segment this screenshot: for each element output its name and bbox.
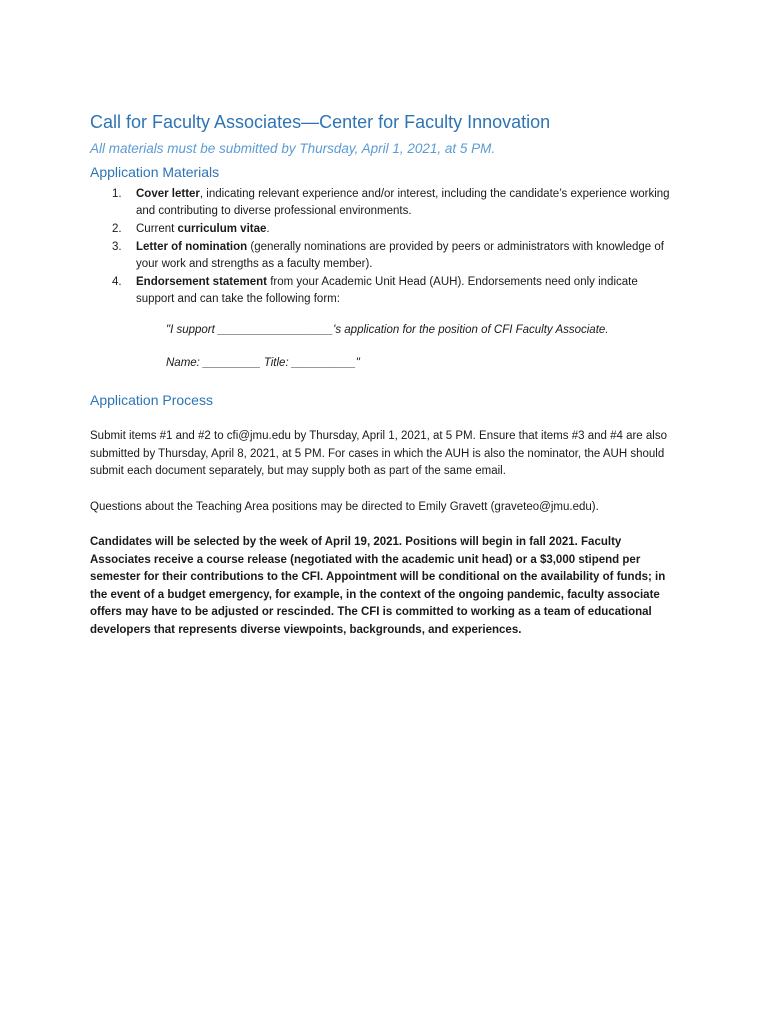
- materials-list: [90, 186, 670, 308]
- selection-details-paragraph: Candidates will be selected by the week of April 19, 2021. Positions will begin in fall 2021. Faculty Associates receive a course release (negotiated with the academic unit head) or a $3,000 stipend per semester for their contributions to the CFI. Appointment will be conditional on the availability of funds; in the event of a budget emergency, for example, in the context of the ongoing pandemic, faculty associate offers may have to be adjusted or rescinded. The CFI is committed to working as a team of educational developers that represents diverse viewpoints, backgrounds, and experiences.: [90, 536, 666, 636]
- application-process-heading: Application Process: [90, 392, 213, 408]
- list-item-prefix: Current: [136, 223, 178, 235]
- list-item-bold: Letter of nomination: [136, 241, 248, 253]
- list-item-text: (generally nominations are provided by peers or administrators with knowledge of your work and strengths as a faculty member).: [136, 241, 664, 270]
- document-title: Call for Faculty Associates—Center for Faculty Innovation: [90, 112, 551, 132]
- list-item-number: 4.: [112, 276, 122, 288]
- application-materials-heading: Application Materials: [90, 164, 220, 180]
- list-item-text: from your Academic Unit Head (AUH). Endorsements need only indicate support and can take the following form:: [136, 276, 638, 305]
- list-item-bold: Endorsement statement: [136, 276, 268, 288]
- document-content: [90, 110, 670, 639]
- list-item: [90, 186, 670, 220]
- list-item: [90, 239, 670, 273]
- list-item: [90, 274, 670, 308]
- list-item-number: 1.: [112, 188, 122, 200]
- list-item-text: , indicating relevant experience and/or interest, including the candidate’s experience working and contributing to diverse professional environments.: [136, 188, 670, 217]
- list-item-text: .: [266, 223, 270, 235]
- endorsement-form-line-support: "I support __________________'s application for the position of CFI Faculty Associate.: [166, 324, 609, 336]
- questions-contact-paragraph: Questions about the Teaching Area positions may be directed to Emily Gravett (graveteo@jmu.edu).: [90, 500, 599, 513]
- list-item-bold: curriculum vitae: [177, 223, 267, 235]
- list-item-bold: Cover letter: [136, 188, 200, 200]
- deadline-subtitle: All materials must be submitted by Thursday, April 1, 2021, at 5 PM.: [90, 141, 496, 156]
- list-item: [90, 221, 670, 238]
- list-item-number: 2.: [112, 223, 122, 235]
- endorsement-form-line-name-title: Name: _________ Title: __________": [166, 357, 360, 369]
- list-item-number: 3.: [112, 241, 122, 253]
- submission-instructions-paragraph: Submit items #1 and #2 to cfi@jmu.edu by Thursday, April 1, 2021, at 5 PM. Ensure that items #3 and #4 are also submitted by Thursday, April 8, 2021, at 5 PM. For cases in which the AUH is also the nominator, the AUH should submit each document separately, but may supply both as part of the same email.: [90, 430, 667, 477]
